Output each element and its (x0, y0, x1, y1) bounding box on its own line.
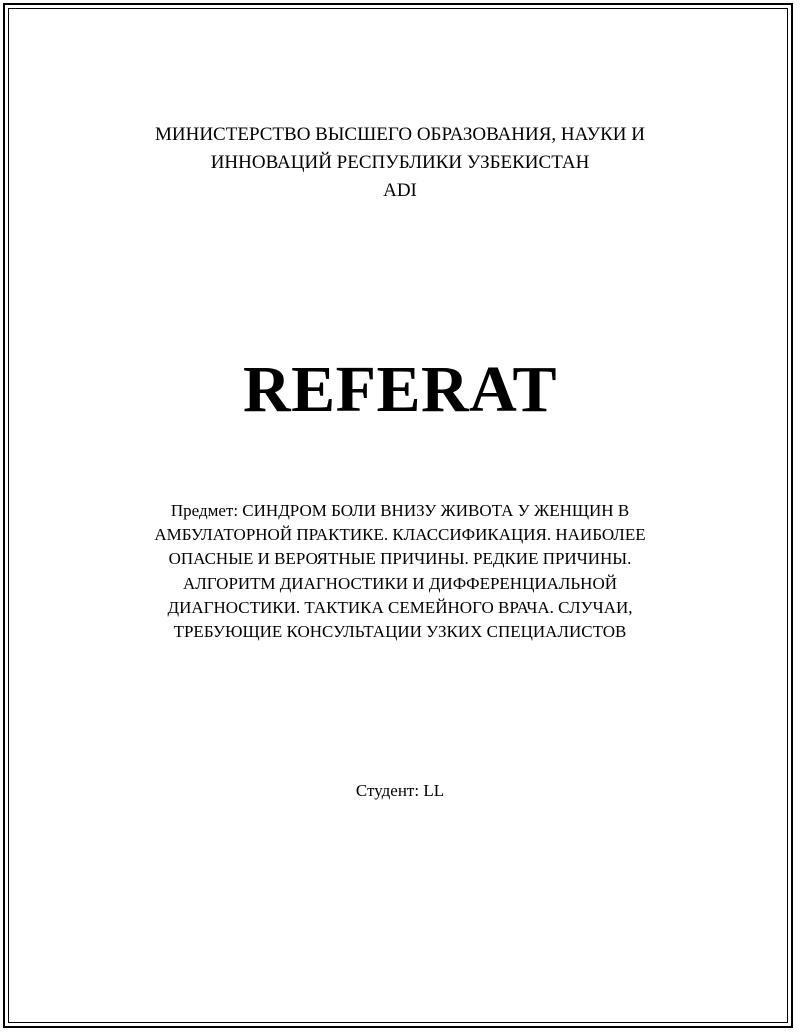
subject-line-2: АМБУЛАТОРНОЙ ПРАКТИКЕ. КЛАССИФИКАЦИЯ. НАИБОЛЕЕ (154, 525, 646, 545)
student-name: Студент: LL (355, 781, 445, 800)
ministry-line-1: МИНИСТЕРСТВО ВЫСШЕГО ОБРАЗОВАНИЯ, НАУКИ И (155, 124, 645, 145)
subject-line-3: ОПАСНЫЕ И ВЕРОЯТНЫЕ ПРИЧИНЫ. РЕДКИЕ ПРИЧИНЫ. (168, 549, 632, 569)
ministry-header (0, 121, 800, 205)
subject-line-6: ТРЕБУЮЩИЕ КОНСУЛЬТАЦИИ УЗКИХ СПЕЦИАЛИСТОВ (173, 622, 627, 642)
subject-line-1: Предмет: СИНДРОМ БОЛИ ВНИЗУ ЖИВОТА У ЖЕНЩИН В (170, 501, 630, 520)
institution-name: ADI (383, 180, 417, 201)
subject-block (0, 499, 800, 644)
ministry-line-2: ИННОВАЦИЙ РЕСПУБЛИКИ УЗБЕКИСТАН (210, 152, 590, 173)
document-title: REFERAT (243, 353, 557, 426)
subject-line-4: АЛГОРИТМ ДИАГНОСТИКИ И ДИФФЕРЕНЦИАЛЬНОЙ (182, 573, 618, 593)
subject-line-5: ДИАГНОСТИКИ. ТАКТИКА СЕМЕЙНОГО ВРАЧА. СЛУЧАИ, (167, 597, 633, 617)
